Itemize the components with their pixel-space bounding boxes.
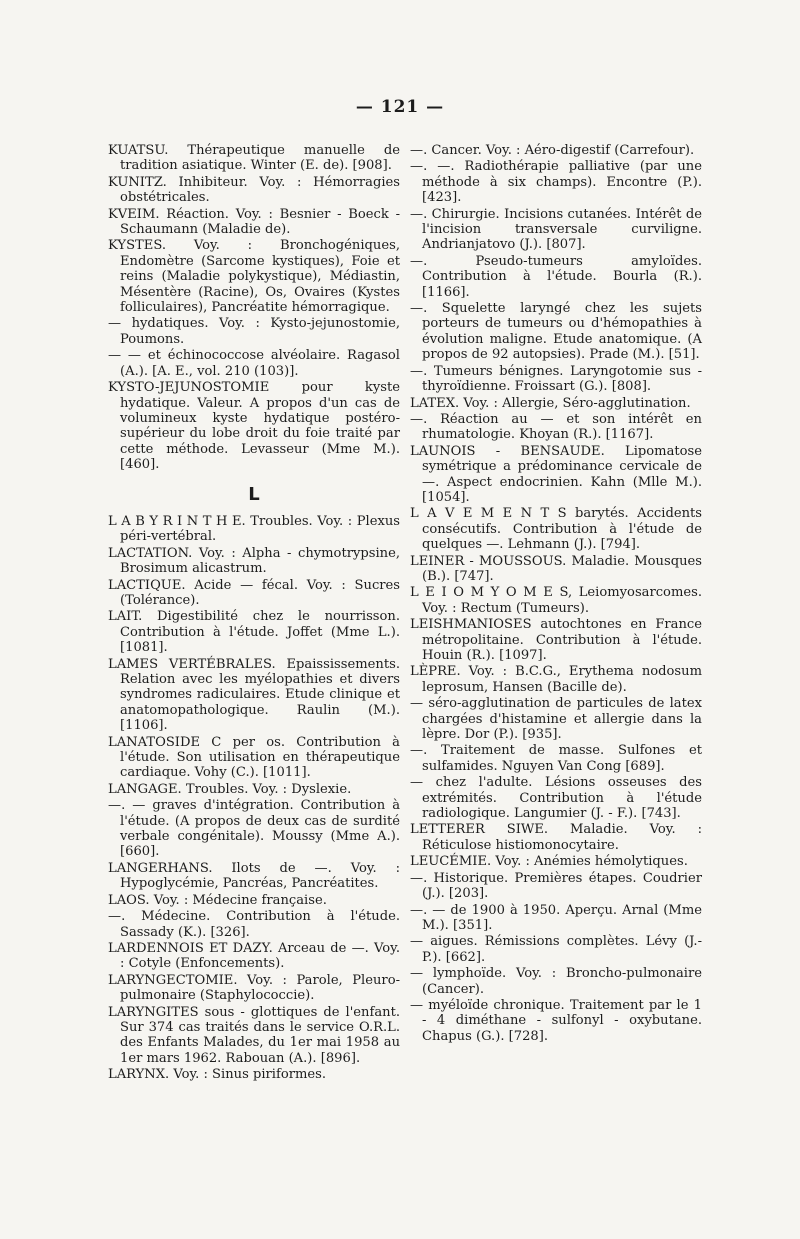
- right-column: [410, 143, 702, 1045]
- index-entry: —. Squelette laryngé chez les sujets porteurs de tumeurs ou d'hémopathies à évolution maligne. Etude anatomique. (A propos de 92 autopsies). Prade (M.). [51].: [410, 301, 702, 363]
- index-entry: — — et échinococcose alvéolaire. Ragasol (A.). [A. E., vol. 210 (103)].: [108, 348, 400, 379]
- index-entry: —. Réaction au — et son intérêt en rhumatologie. Khoyan (R.). [1167].: [410, 411, 702, 443]
- index-entry: LÈPRE. Voy. : B.C.G., Erythema nodosum leprosum, Hansen (Bacille de).: [410, 664, 702, 695]
- index-entry: —. Cancer. Voy. : Aéro-digestif (Carrefour).: [410, 143, 695, 158]
- index-entry: KYSTES. Voy. : Bronchogéniques, Endomètre (Sarcome kystiques), Foie et reins (Maladie polykystique), Médiastin, Mésentère (Racine), Os, Ovaires (Kystes folliculaires), Pancréatite hémorragique.: [108, 238, 400, 316]
- index-entry: — hydatiques. Voy. : Kysto-jejunostomie, Poumons.: [108, 316, 400, 347]
- index-entry: LARYNGITES sous - glottiques de l'enfant. Sur 374 cas traités dans le service O.R.L. des Enfants Malades, du 1er mai 1958 au 1er mars 1962. Rabouan (A.). [896].: [108, 1004, 400, 1066]
- index-entry: —. Médecine. Contribution à l'étude. Sassady (K.). [326].: [108, 909, 400, 940]
- index-entry: — séro-agglutination de particules de latex chargées d'histamine et allergie dans la lèpre. Dor (P.). [935].: [410, 696, 702, 743]
- index-entry: —. — de 1900 à 1950. Aperçu. Arnal (Mme M.). [351].: [410, 902, 702, 933]
- index-entry: —. — graves d'intégration. Contribution à l'étude. (A propos de deux cas de surdité verbale congénitale). Moussy (Mme A.). [660].: [108, 798, 400, 860]
- index-entry: LEUCÉMIE. Voy. : Anémies hémolytiques.: [410, 854, 688, 870]
- index-entry: LANGERHANS. Ilots de —. Voy. : Hypoglycémie, Pancréas, Pancréatites.: [108, 860, 400, 892]
- index-entry: — myéloïde chronique. Traitement par le 1 - 4 diméthane - sulfonyl - oxybutane. Chapus (G.). [728].: [410, 997, 702, 1044]
- index-entry: LAIT. Digestibilité chez le nourrisson. Contribution à l'étude. Joffet (Mme L.). [1081].: [108, 609, 400, 656]
- index-entry: L A B Y R I N T H E. Troubles. Voy. : Plexus péri-vertébral.: [108, 513, 400, 545]
- index-entry: KYSTO-JEJUNOSTOMIE pour kyste hydatique. Valeur. A propos d'un cas de volumineux kyste hydatique postéro-supérieur du lobe droit du foie traité par cette méthode. Levasseur (Mme M.). [460].: [108, 380, 400, 473]
- index-entry: — aigues. Rémissions complètes. Lévy (J.-P.). [662].: [410, 934, 702, 965]
- index-entry: LACTATION. Voy. : Alpha - chymotrypsine, Brosimum alicastrum.: [108, 545, 400, 577]
- index-entry: KUNITZ. Inhibiteur. Voy. : Hémorragies obstétricales.: [108, 174, 400, 206]
- index-entry: —. Pseudo-tumeurs amyloïdes. Contribution à l'étude. Bourla (R.). [1166].: [410, 253, 702, 300]
- index-entry: LARYNX. Voy. : Sinus piriformes.: [108, 1067, 327, 1083]
- index-entry: — lymphoïde. Voy. : Broncho-pulmonaire (Cancer).: [410, 966, 702, 997]
- index-entry: KVEIM. Réaction. Voy. : Besnier - Boeck - Schaumann (Maladie de).: [108, 206, 400, 238]
- left-column: [108, 143, 400, 1084]
- index-entry: LANATOSIDE C per os. Contribution à l'étude. Son utilisation en thérapeutique cardiaque. Vohy (C.). [1011].: [108, 734, 400, 781]
- page-number: — 121 —: [355, 97, 445, 117]
- index-entry: LETTERER SIWE. Maladie. Voy. : Réticulose histiomonocytaire.: [410, 822, 702, 853]
- index-entry: LATEX. Voy. : Allergie, Séro-agglutination.: [410, 395, 691, 411]
- index-entry: L A V E M E N T S barytés. Accidents consécutifs. Contribution à l'étude de quelques —. Lehmann (J.). [794].: [410, 506, 702, 553]
- index-entry: LARDENNOIS ET DAZY. Arceau de —. Voy. : Cotyle (Enfoncements).: [108, 940, 400, 972]
- letter-heading: L: [248, 483, 260, 505]
- index-entry: KUATSU. Thérapeutique manuelle de tradition asiatique. Winter (E. de). [908].: [108, 143, 400, 174]
- index-entry: LEINER - MOUSSOUS. Maladie. Mousques (B.). [747].: [410, 553, 702, 584]
- index-entry: LAMES VERTÉBRALES. Epaississements. Relation avec les myélopathies et divers syndromes radiculaires. Etude clinique et anatomopathologique. Raulin (M.). [1106].: [108, 656, 400, 734]
- index-entry: — chez l'adulte. Lésions osseuses des extrémités. Contribution à l'étude radiologique. Langumier (J. - F.). [743].: [410, 775, 702, 822]
- index-entry: LAUNOIS - BENSAUDE. Lipomatose symétrique a prédominance cervicale de —. Aspect endocrinien. Kahn (Mlle M.). [1054].: [410, 443, 702, 505]
- index-entry: —. —. Radiothérapie palliative (par une méthode à six champs). Encontre (P.). [423].: [410, 159, 702, 206]
- index-entry: —. Chirurgie. Incisions cutanées. Intérêt de l'incision transversale curviligne. Andrianjatovo (J.). [807].: [410, 206, 702, 253]
- index-entry: LANGAGE. Troubles. Voy. : Dyslexie.: [108, 781, 352, 797]
- index-entry: —. Tumeurs bénignes. Laryngotomie sus - thyroïdienne. Froissart (G.). [808].: [410, 363, 702, 395]
- index-entry: LACTIQUE. Acide — fécal. Voy. : Sucres (Tolérance).: [108, 577, 400, 608]
- index-entry: LARYNGECTOMIE. Voy. : Parole, Pleuro-pulmonaire (Staphylococcie).: [108, 972, 400, 1004]
- index-entry: LEISHMANIOSES autochtones en France métropolitaine. Contribution à l'étude. Houin (R.). [1097].: [410, 617, 702, 663]
- index-entry: —. Historique. Premières étapes. Coudrier (J.). [203].: [410, 870, 702, 902]
- index-entry: LAOS. Voy. : Médecine française.: [108, 892, 327, 908]
- index-entry: —. Traitement de masse. Sulfones et sulfamides. Nguyen Van Cong [689].: [410, 743, 702, 774]
- index-entry: L E I O M Y O M E S, Leiomyosarcomes. Voy. : Rectum (Tumeurs).: [410, 585, 702, 616]
